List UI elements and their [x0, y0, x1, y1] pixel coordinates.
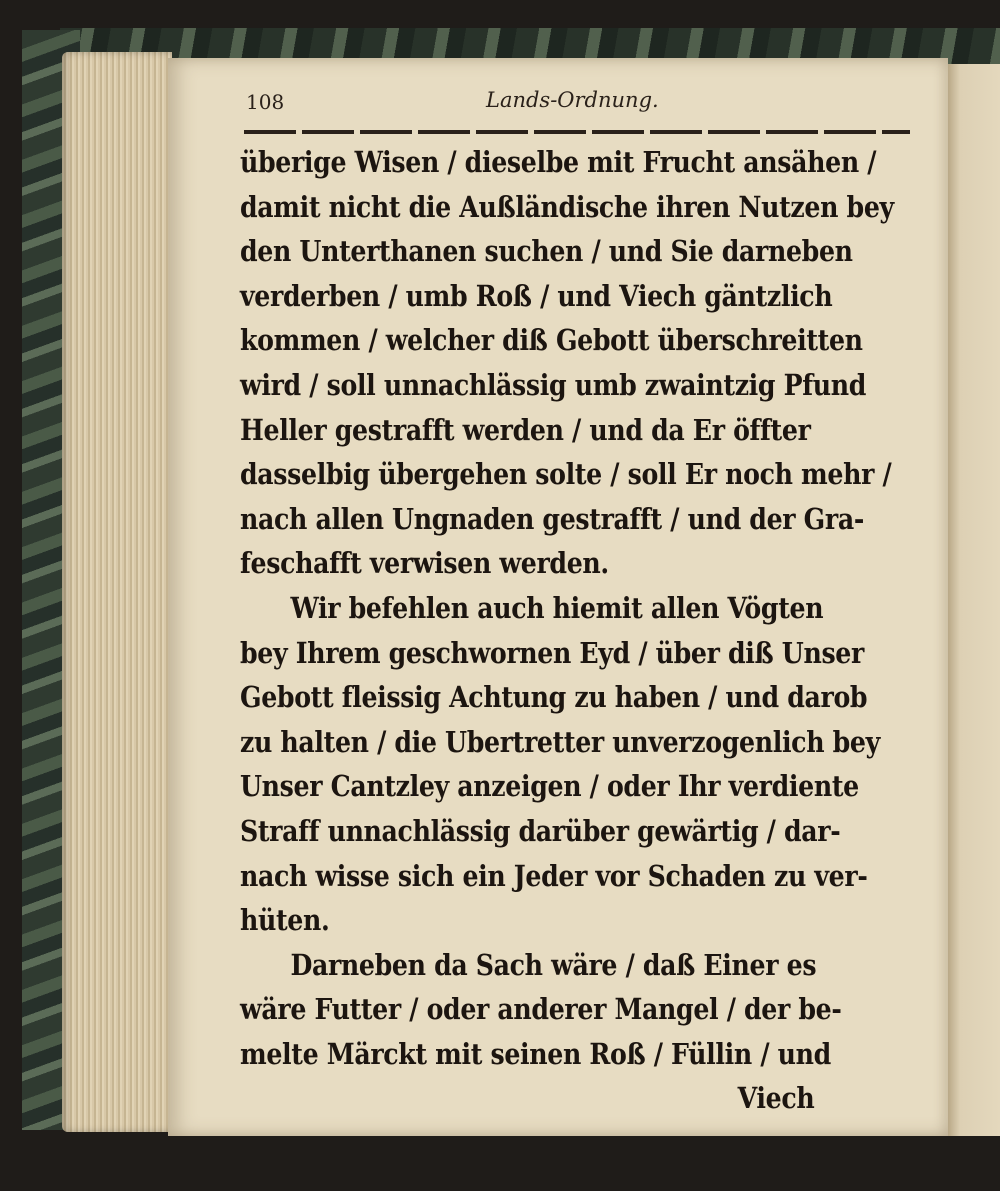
text-line: den Unterthanen suchen / und Sie darneben — [240, 234, 853, 269]
text-line: feschafft verwisen werden. — [240, 546, 609, 581]
text-line: verderben / umb Roß / und Viech gäntzlich — [240, 278, 833, 313]
text-line: damit nicht die Außländische ihren Nutzen bey — [240, 189, 894, 224]
facing-page-edge — [948, 64, 1000, 1136]
text-line: nach wisse sich ein Jeder vor Schaden zu ver- — [240, 858, 868, 893]
text-line: überige Wisen / dieselbe mit Frucht ansähen / — [240, 145, 877, 179]
text-line: Unser Cantzley anzeigen / oder Ihr verdiente — [240, 769, 859, 804]
page-body — [240, 140, 920, 1121]
text-line: dasselbig übergehen solte / soll Er noch mehr / — [240, 457, 892, 492]
page-edges — [62, 52, 172, 1132]
text-line: Gebott fleissig Achtung zu haben / und darob — [240, 680, 868, 715]
catchword: Viech — [737, 1081, 815, 1116]
text-line: kommen / welcher diß Gebott überschreitten — [240, 323, 863, 358]
text-line: hüten. — [240, 903, 330, 938]
text-line: wird / soll unnachlässig umb zwaintzig Pfund — [240, 367, 867, 402]
running-head: Lands-Ordnung. — [486, 88, 659, 112]
text-line: zu halten / die Ubertretter unverzogenlich bey — [240, 724, 880, 759]
text-line: wäre Futter / oder anderer Mangel / der be- — [240, 992, 842, 1027]
paragraph-start-line: Wir befehlen auch hiemit allen Vögten — [290, 590, 824, 625]
page-number: 108 — [246, 90, 285, 114]
paragraph-start-line: Darneben da Sach wäre / daß Einer es — [290, 947, 817, 982]
text-line: Straff unnachlässig darüber gewärtig / dar- — [240, 813, 841, 848]
text-line: Heller gestrafft werden / und da Er öffter — [240, 412, 811, 447]
text-line: nach allen Ungnaden gestrafft / und der Gra- — [240, 501, 864, 536]
text-line: melte Märckt mit seinen Roß / Füllin / und — [240, 1036, 831, 1071]
header-rule — [244, 130, 910, 134]
text-line: bey Ihrem geschwornen Eyd / über diß Unser — [240, 635, 864, 670]
